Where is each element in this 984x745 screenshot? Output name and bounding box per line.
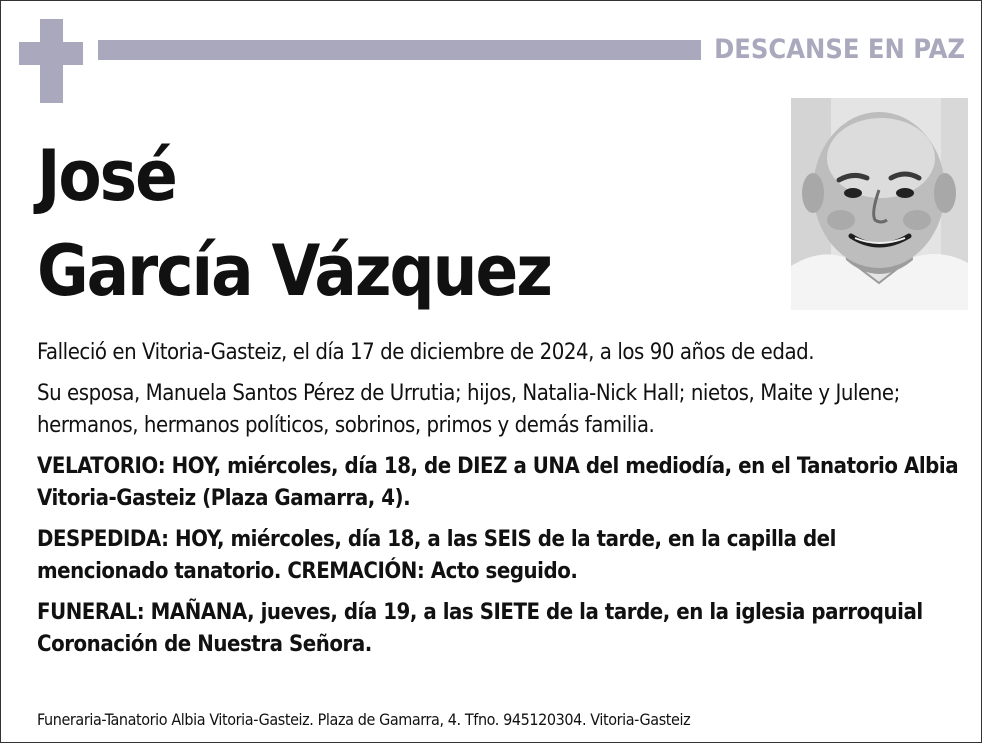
rip-heading: DESCANSE EN PAZ xyxy=(714,34,965,65)
surnames: García Vázquez xyxy=(37,230,551,312)
funeral-home-footer: Funeraria-Tanatorio Albia Vitoria-Gasteiz. Plaza de Gamarra, 4. Tfno. 945120304. Vitoria-Gasteiz xyxy=(37,710,691,729)
funeral-notice: FUNERAL: MAÑANA, jueves, día 19, a las SIETE de la tarde, en la iglesia parroquial Coronación de Nuestra Señora. xyxy=(37,600,923,657)
death-notice: Falleció en Vitoria-Gasteiz, el día 17 de diciembre de 2024, a los 90 años de edad. xyxy=(37,340,815,365)
first-name: José xyxy=(37,135,176,217)
cross-icon-crossbar xyxy=(19,42,83,65)
despedida-notice: DESPEDIDA: HOY, miércoles, día 18, a las SEIS de la tarde, en la capilla del mencionado tanatorio. CREMACIÓN: Acto seguido. xyxy=(37,527,836,584)
portrait-icon xyxy=(791,98,968,310)
header-rule xyxy=(98,40,701,60)
deceased-name xyxy=(37,129,551,319)
velatorio-notice: VELATORIO: HOY, miércoles, día 18, de DIEZ a UNA del mediodía, en el Tanatorio Albia Vitoria-Gasteiz (Plaza Gamarra, 4). xyxy=(37,454,959,511)
family-notice: Su esposa, Manuela Santos Pérez de Urrutia; hijos, Natalia-Nick Hall; nietos, Maite y Julene; hermanos, hermanos políticos, sobrinos, primos y demás familia. xyxy=(37,381,900,438)
obituary-body xyxy=(37,337,967,670)
portrait-photo xyxy=(791,98,968,310)
